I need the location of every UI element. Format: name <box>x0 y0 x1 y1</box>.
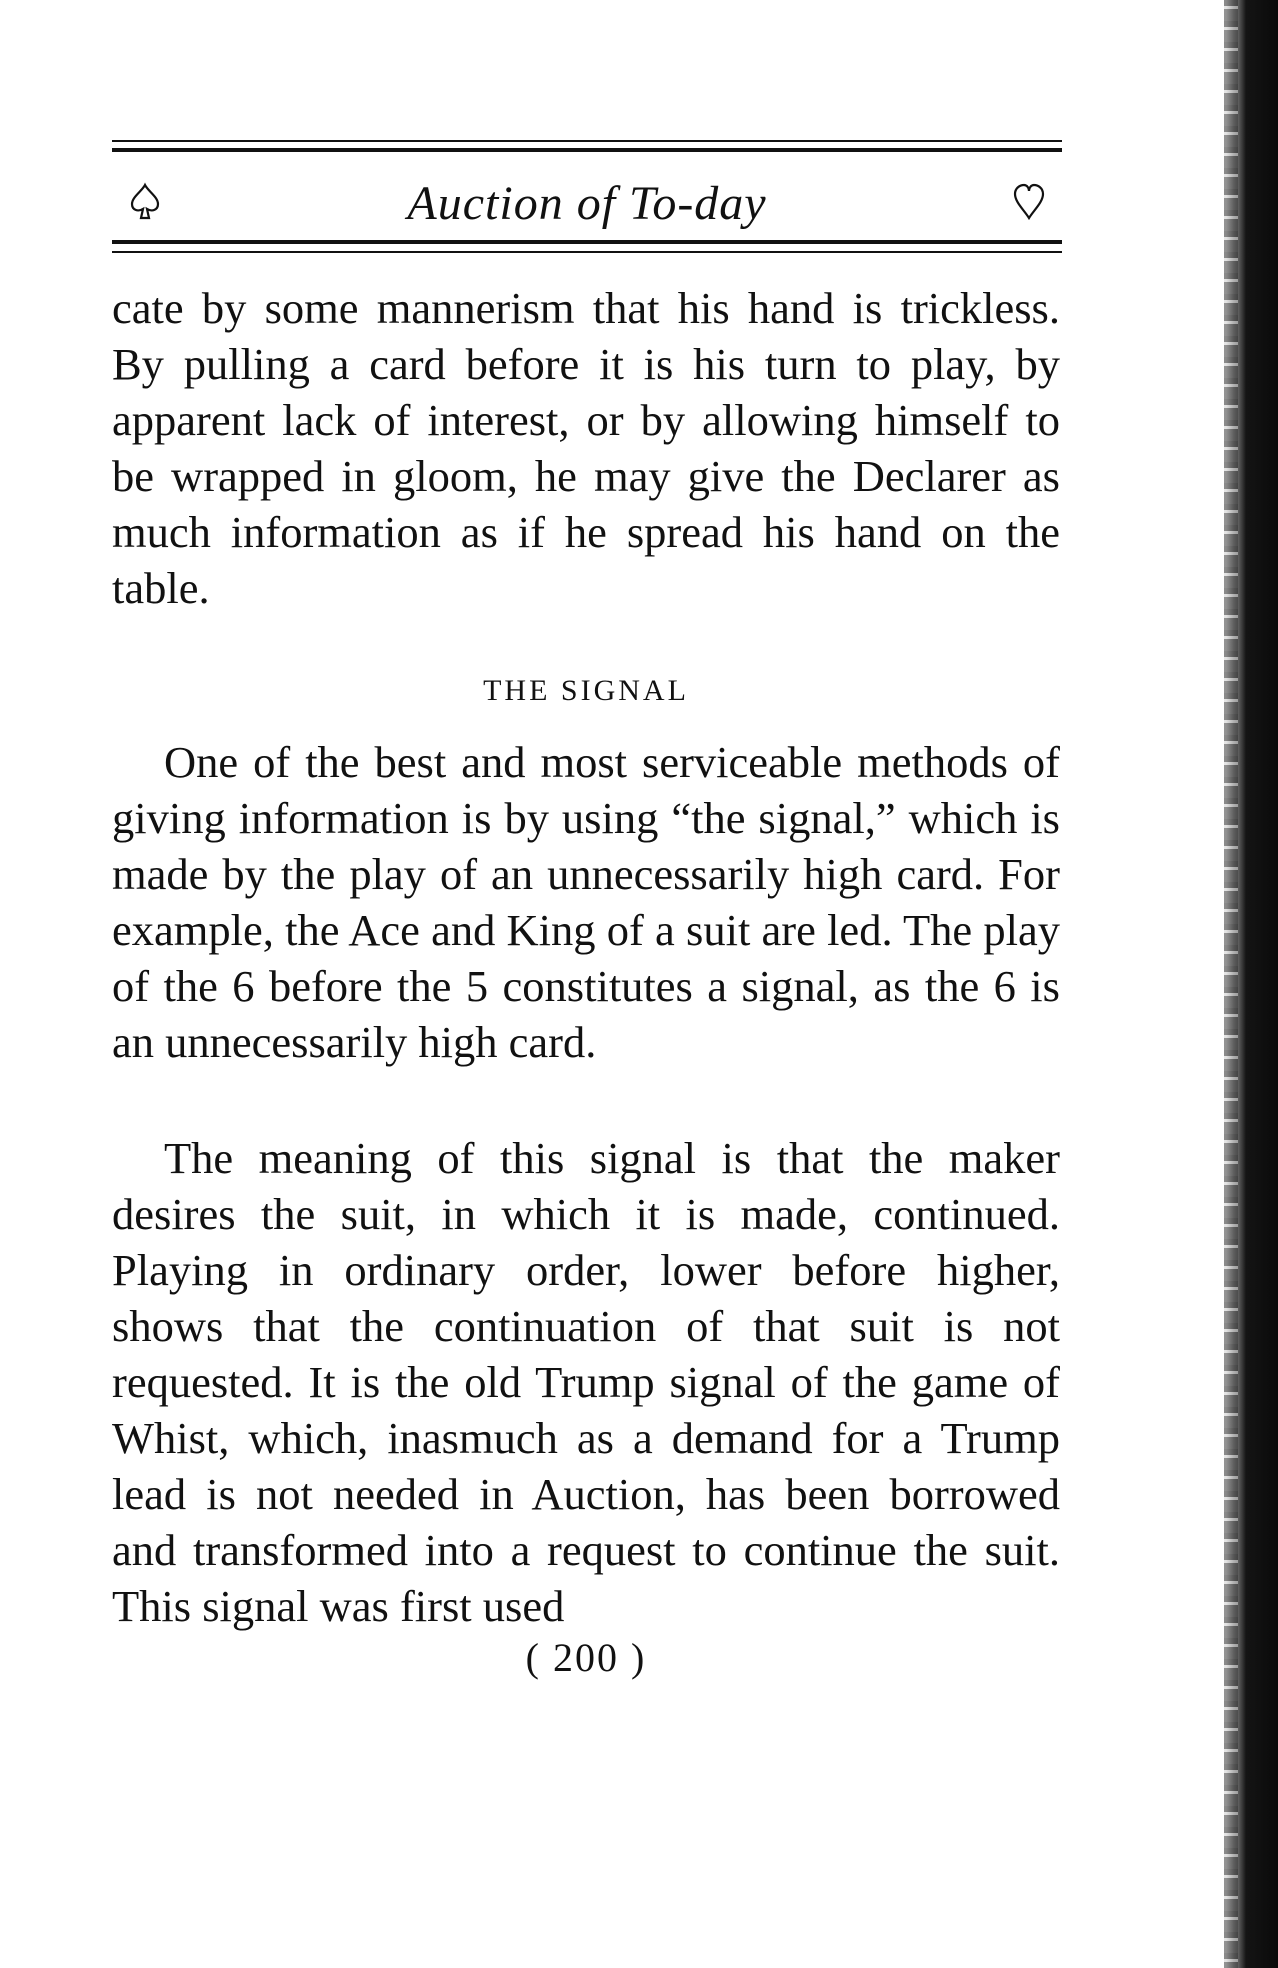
paragraph-1: cate by some mannerism that his hand is trickless. By pulling a card before it is his turn to play, by apparent lack of interest, or by allowing himself to be wrapped in gloom, he may give the Declarer as much information as if he spread his hand on the table. <box>112 283 1060 613</box>
header-top-rule-thin <box>112 140 1062 142</box>
header-top-rule-thick <box>112 148 1062 152</box>
paragraph-2: One of the best and most serviceable methods of giving information is by using “the signal,” which is made by the play of an unnecessarily high card. For example, the Ace and King of a suit are led. The play of the 6 before the 5 constitutes a signal, as the 6 is an unnecessarily high card. <box>112 737 1060 1067</box>
signal-paragraph <box>112 734 1060 1070</box>
heart-icon <box>1012 182 1046 222</box>
signal-meaning-paragraph <box>112 1130 1060 1634</box>
header-bottom-rule-thin <box>112 251 1062 253</box>
running-title: Auction of To-day <box>407 177 767 230</box>
header-bottom-rule-thick <box>112 240 1062 244</box>
paragraph-3: The meaning of this signal is that the maker desires the suit, in which it is made, continued. Playing in ordinary order, lower before higher, shows that the continuation of that suit is not requested. It is the old Trump signal of the game of Whist, which, inasmuch as a demand for a Trump lead is not needed in Auction, has been borrowed and transformed into a request to continue the suit. This signal was first used <box>112 1133 1060 1631</box>
binding-edge-texture <box>1224 0 1238 1968</box>
running-header <box>112 172 1062 236</box>
continuation-paragraph <box>112 280 1060 616</box>
section-heading: THE SIGNAL <box>483 674 689 707</box>
page-number: ( 200 ) <box>525 1635 647 1680</box>
